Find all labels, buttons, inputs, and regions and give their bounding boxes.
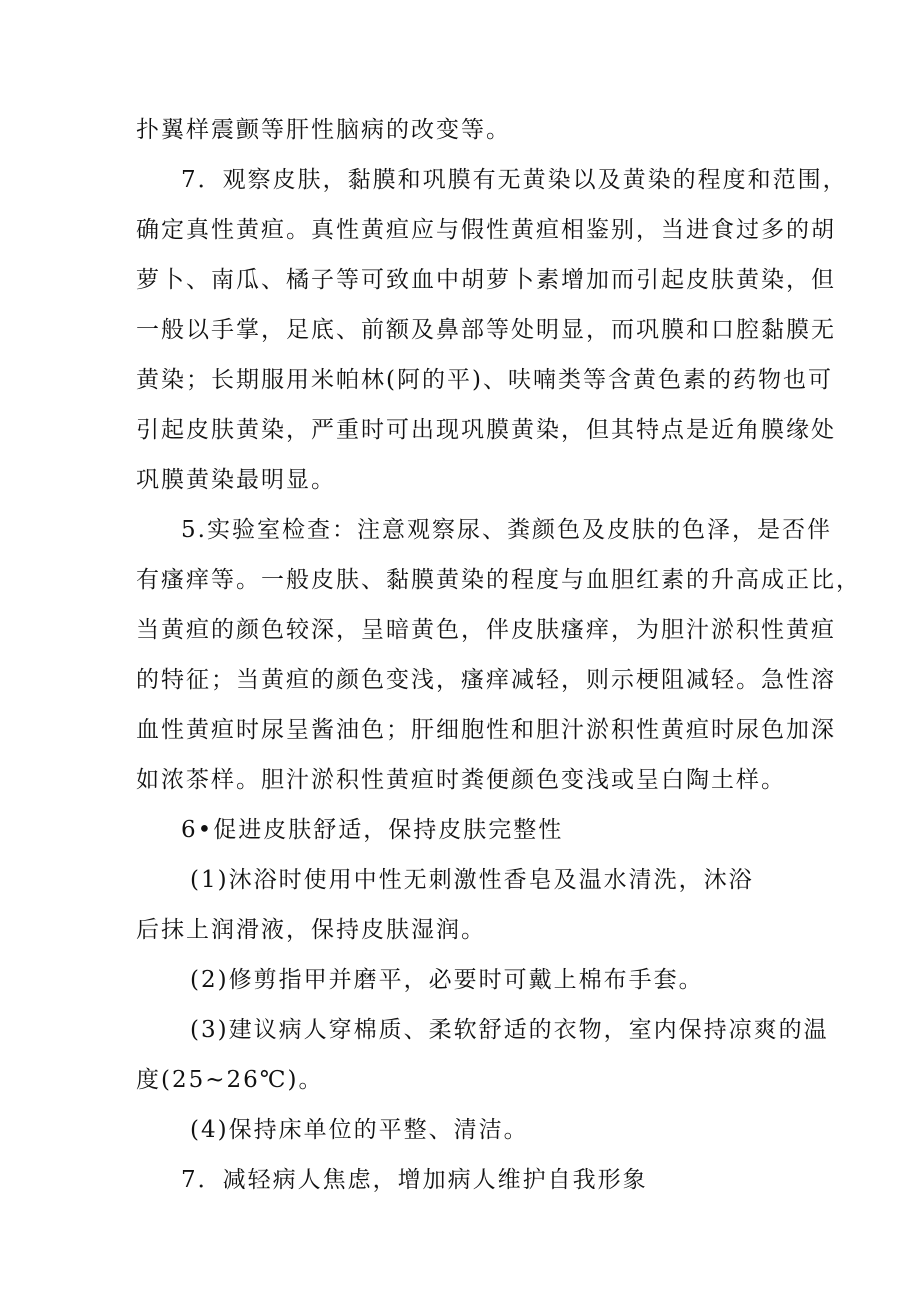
section-heading-skin-comfort: 6•促进皮肤舒适，保持皮肤完整性 bbox=[181, 817, 564, 843]
paragraph-observe-skin-line: 黄染；长期服用米帕林(阿的平)、呋喃类等含黄色素的药物也可 bbox=[136, 367, 833, 393]
list-item-nails: (2)修剪指甲并磨平，必要时可戴上棉布手套。 bbox=[190, 967, 704, 993]
paragraph-lab-exam-line: 当黄疸的颜色较深，呈暗黄色，伴皮肤瘙痒，为胆汁淤积性黄疸 bbox=[136, 617, 836, 643]
paragraph-intro-line: 扑翼样震颤等肝性脑病的改变等。 bbox=[136, 117, 511, 143]
paragraph-lab-exam-line: 的特征；当黄疸的颜色变浅，瘙痒减轻，则示梗阻减轻。急性溶 bbox=[136, 667, 836, 693]
paragraph-lab-exam-line: 有瘙痒等。一般皮肤、黏膜黄染的程度与血胆红素的升高成正比， bbox=[136, 567, 861, 593]
paragraph-lab-exam-line: 血性黄疸时尿呈酱油色；肝细胞性和胆汁淤积性黄疸时尿色加深 bbox=[136, 717, 836, 743]
paragraph-lab-exam-line: 5.实验室检查：注意观察尿、粪颜色及皮肤的色泽，是否伴 bbox=[181, 517, 832, 543]
list-item-bathing-line: 后抹上润滑液，保持皮肤湿润。 bbox=[136, 917, 486, 943]
paragraph-observe-skin-line: 7．观察皮肤，黏膜和巩膜有无黄染以及黄染的程度和范围， bbox=[181, 167, 848, 193]
paragraph-lab-exam-line: 如浓茶样。胆汁淤积性黄疸时粪便颜色变浅或呈白陶土样。 bbox=[136, 767, 786, 793]
paragraph-observe-skin-line: 引起皮肤黄染，严重时可出现巩膜黄染，但其特点是近角膜缘处 bbox=[136, 417, 836, 443]
list-item-bathing-line: (1)沐浴时使用中性无刺激性香皂及温水清洗，沐浴 bbox=[190, 867, 754, 893]
paragraph-observe-skin-line: 确定真性黄疸。真性黄疸应与假性黄疸相鉴别，当进食过多的胡 bbox=[136, 217, 836, 243]
list-item-clothing-line: 度(25~26℃)。 bbox=[136, 1067, 324, 1093]
paragraph-observe-skin-line: 萝卜、南瓜、橘子等可致血中胡萝卜素增加而引起皮肤黄染，但 bbox=[136, 267, 836, 293]
list-item-clothing-line: (3)建议病人穿棉质、柔软舒适的衣物，室内保持凉爽的温 bbox=[190, 1017, 829, 1043]
paragraph-observe-skin-line: 一般以手掌，足底、前额及鼻部等处明显，而巩膜和口腔黏膜无 bbox=[136, 317, 836, 343]
paragraph-observe-skin-line: 巩膜黄染最明显。 bbox=[136, 467, 336, 493]
list-item-bedding: (4)保持床单位的平整、清洁。 bbox=[190, 1117, 529, 1143]
section-heading-reduce-anxiety: 7．减轻病人焦虑，增加病人维护自我形象 bbox=[181, 1167, 648, 1193]
